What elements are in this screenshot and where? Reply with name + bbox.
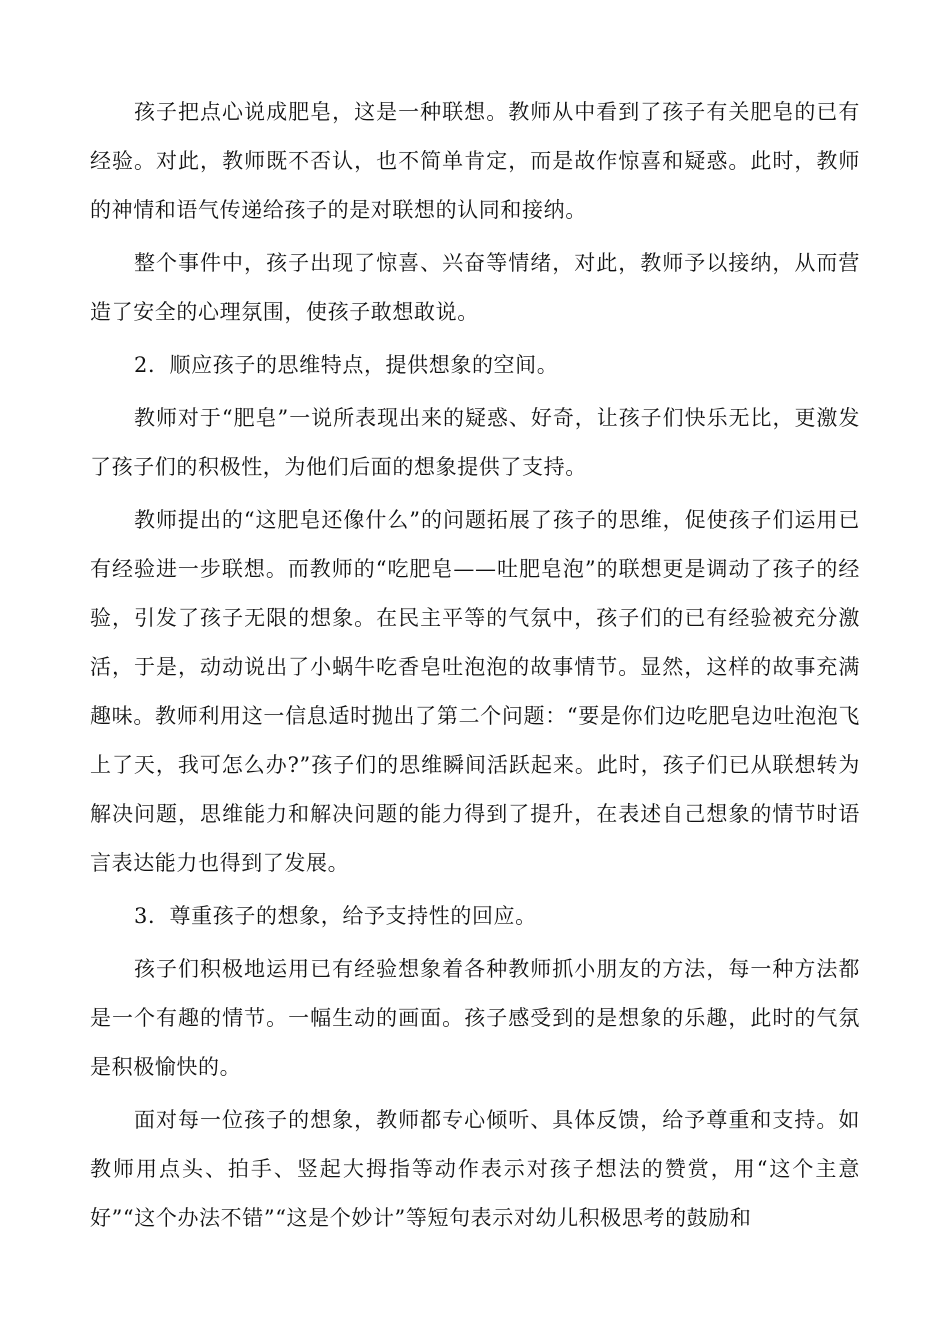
heading-point-2: 2．顺应孩子的思维特点，提供想象的空间。: [134, 353, 559, 377]
paragraph-curiosity: 教师对于“肥皂”一说所表现出来的疑惑、好奇，让孩子们快乐无比，更激发了孩子们的积极性，为他们后面的想象提供了支持。: [90, 406, 860, 479]
paragraph-expand-thinking: 教师提出的“这肥皂还像什么”的问题拓展了孩子的思维，促使孩子们运用已有经验进一步联想。而教师的“吃肥皂——吐肥皂泡”的联想更是调动了孩子的经验，引发了孩子无限的想象。在民主平等的气氛中，孩子们的已有经验被充分激活，于是，动动说出了小蜗牛吃香皂吐泡泡的故事情节。显然，这样的故事充满趣味。教师利用这一信息适时抛出了第二个问题：“要是你们边吃肥皂边吐泡泡飞上了天，我可怎么办?”孩子们的思维瞬间活跃起来。此时，孩子们已从联想转为解决问题，思维能力和解决问题的能力得到了提升，在表述自己想象的情节时语言表达能力也得到了发展。: [90, 508, 860, 875]
heading-point-3: 3．尊重孩子的想象，给予支持性的回应。: [134, 904, 537, 928]
paragraph-safe-atmosphere: 整个事件中，孩子出现了惊喜、兴奋等情绪，对此，教师予以接纳，从而营造了安全的心理氛围，使孩子敢想敢说。: [90, 251, 860, 324]
paragraph-imagination-methods: 孩子们积极地运用已有经验想象着各种教师抓小朋友的方法，每一种方法都是一个有趣的情节。一幅生动的画面。孩子感受到的是想象的乐趣，此时的气氛是积极愉快的。: [90, 957, 860, 1079]
document-page: [90, 88, 860, 1243]
paragraph-association: 孩子把点心说成肥皂，这是一种联想。教师从中看到了孩子有关肥皂的已有经验。对此，教师既不否认，也不简单肯定，而是故作惊喜和疑惑。此时，教师的神情和语气传递给孩子的是对联想的认同和接纳。: [90, 100, 860, 222]
paragraph-teacher-response: 面对每一位孩子的想象，教师都专心倾听、具体反馈，给予尊重和支持。如教师用点头、拍手、竖起大拇指等动作表示对孩子想法的赞赏，用“这个主意好”“这个办法不错”“这是个妙计”等短句表示对幼儿积极思考的鼓励和: [90, 1108, 860, 1230]
